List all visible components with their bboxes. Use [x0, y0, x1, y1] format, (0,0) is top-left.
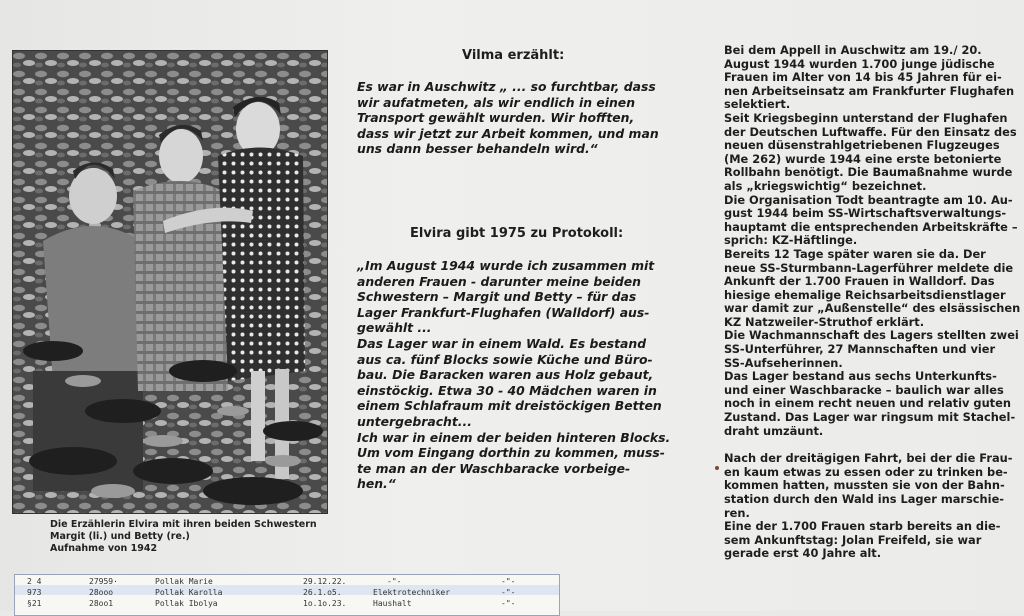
quote-line: Schwestern – Margit und Betty – für das	[357, 289, 637, 305]
history-line: sem Ankunftstag: Jolan Freifeld, sie war	[724, 532, 982, 547]
history-line: Die Organisation Todt beantragte am 10. Au-	[724, 192, 1013, 207]
history-line: en kaum etwas zu essen oder zu trinken be-	[724, 464, 1008, 479]
history-line: neuen düsenstrahlgetriebenen Flugzeuges	[724, 138, 1000, 153]
history-line: Die Wachmannschaft des Lagers stellten zwei	[724, 328, 1019, 343]
quote-line: „Im August 1944 wurde ich zusammen mit	[357, 258, 655, 273]
history-text	[724, 44, 1019, 561]
list-cell: Haushalt	[373, 599, 412, 608]
history-line: als „kriegswichtig“ bezeichnet.	[724, 178, 927, 193]
list-cell: Pollak Marie	[155, 577, 213, 586]
history-line: hauptamt die entsprechenden Arbeitskräfte –	[724, 219, 1018, 234]
quote-line: bau. Die Baracken waren aus Holz gebaut,	[357, 367, 654, 383]
quote-line: Lager Frankfurt-Flughafen (Walldorf) aus-	[357, 304, 650, 320]
history-line: hiesige ehemalige Reichsarbeitsdienstlager	[724, 287, 1006, 302]
history-line: Seit Kriegsbeginn unterstand der Flughafen	[724, 110, 1008, 125]
history-line: Ankunft der 1.700 Frauen in Walldorf. Das	[724, 274, 995, 289]
list-cell: 1o.1o.23.	[303, 599, 347, 608]
quote-line: hen.“	[357, 476, 396, 492]
vilma-heading: Vilma erzählt:	[462, 48, 565, 63]
quote-line: gewählt ...	[357, 320, 432, 336]
quote-line: wir aufatmeten, als wir endlich in einen	[357, 94, 636, 110]
elvira-heading: Elvira gibt 1975 zu Protokoll:	[410, 226, 624, 241]
history-line: ren.	[724, 505, 750, 520]
history-line: selektiert.	[724, 97, 791, 112]
quote-line: Transport gewählt wurden. Wir hofften,	[357, 110, 635, 126]
list-cell: Pollak Karolla	[155, 588, 223, 597]
history-line: und einer Waschbaracke – baulich war alles	[724, 382, 1004, 397]
history-line: der Deutschen Luftwaffe. Für den Einsatz des	[724, 124, 1017, 139]
quote-line: einem Schlafraum mit dreistöckigen Betten	[357, 398, 662, 414]
caption-line: Margit (li.) und Betty (re.)	[50, 531, 190, 542]
caption-line: Aufnahme von 1942	[50, 543, 158, 554]
history-line: noch in einem recht neuen und relativ guten	[724, 396, 1011, 411]
history-line: Bereits 12 Tage später waren sie da. Der	[724, 246, 986, 261]
history-line: SS-Unterführer, 27 Mannschaften und vier	[724, 342, 996, 357]
list-cell: -"-	[501, 577, 516, 586]
list-cell: Elektrotechniker	[373, 588, 451, 597]
quote-line: dass wir jetzt zur Arbeit kommen, und man	[357, 125, 659, 141]
history-line: neue SS-Sturmbann-Lagerführer meldete die	[724, 260, 1014, 275]
list-cell: -"-	[387, 577, 402, 586]
list-cell: 28ooo	[89, 588, 114, 597]
prisoner-list-card	[14, 574, 560, 616]
quote-line: Das Lager war in einem Wald. Es bestand	[357, 335, 647, 351]
quote-line: uns dann besser behandeln wird.“	[357, 141, 598, 157]
list-cell: 27959·	[89, 577, 118, 586]
caption-line: Die Erzählerin Elvira mit ihren beiden Schwestern	[50, 519, 317, 530]
quote-line: Um vom Eingang dorthin zu kommen, muss-	[357, 445, 665, 461]
history-line: SS-Aufseherinnen.	[724, 355, 843, 370]
list-cell: 26.1.o5.	[303, 588, 342, 597]
list-cell: 973	[27, 588, 42, 597]
history-line: August 1944 wurden 1.700 junge jüdische	[724, 56, 995, 71]
list-row	[15, 588, 559, 599]
history-line: draht umzäunt.	[724, 423, 824, 438]
vilma-quote	[357, 79, 677, 157]
list-cell: 2 4	[27, 577, 42, 586]
quote-line: anderen Frauen - darunter meine beiden	[357, 273, 641, 289]
history-line: war damit zur „Außenstelle“ des elsässischen	[724, 301, 1021, 316]
list-cell: -"-	[501, 588, 516, 597]
history-line: Zustand. Das Lager war ringsum mit Stachel-	[724, 410, 1016, 425]
history-line: nen Arbeitseinsatz am Frankfurter Flughafen	[724, 83, 1015, 98]
list-cell: §21	[27, 599, 42, 608]
history-line: (Me 262) wurde 1944 eine erste betonierte	[724, 151, 1002, 166]
history-line: gerade erst 40 Jahre alt.	[724, 546, 882, 561]
quote-line: Es war in Auschwitz „ ... so furchtbar, dass	[357, 79, 656, 94]
elvira-quote	[357, 258, 677, 492]
list-cell: 29.12.22.	[303, 577, 347, 586]
bullet-dot	[715, 466, 719, 470]
history-line: sprich: KZ-Häftlinge.	[724, 233, 858, 248]
history-line: Bei dem Appell in Auschwitz am 19./ 20.	[724, 43, 982, 57]
list-row	[15, 577, 559, 588]
history-line: Frauen im Alter von 14 bis 45 Jahren für ei-	[724, 70, 1002, 85]
history-line: Rollbahn benötigt. Die Baumaßnahme wurde	[724, 165, 1013, 180]
history-line: gust 1944 beim SS-Wirtschaftsverwaltungs-	[724, 206, 1007, 221]
quote-line: aus ca. fünf Blocks sowie Küche und Büro-	[357, 351, 653, 367]
list-cell: -"-	[501, 599, 516, 608]
list-row	[15, 599, 559, 610]
list-cell: Pollak Ibolya	[155, 599, 218, 608]
history-line: Eine der 1.700 Frauen starb bereits an die-	[724, 519, 1001, 534]
quote-line: untergebracht...	[357, 413, 472, 429]
history-line: KZ Natzweiler-Struthof erklärt.	[724, 314, 925, 329]
list-cell: 28oo1	[89, 599, 114, 608]
historic-photo	[12, 50, 328, 514]
history-line: Nach der dreitägigen Fahrt, bei der die Frau-	[724, 451, 1013, 466]
quote-line: te man an der Waschbaracke vorbeige-	[357, 460, 631, 476]
history-line: station durch den Wald ins Lager marschie-	[724, 492, 1005, 506]
history-line: Das Lager bestand aus sechs Unterkunfts-	[724, 369, 997, 384]
photo-caption	[50, 519, 330, 555]
history-line: kommen hatten, mussten sie von der Bahn-	[724, 478, 1005, 493]
quote-line: einstöckig. Etwa 30 - 40 Mädchen waren in	[357, 382, 657, 398]
quote-line: Ich war in einem der beiden hinteren Blocks.	[357, 429, 671, 445]
